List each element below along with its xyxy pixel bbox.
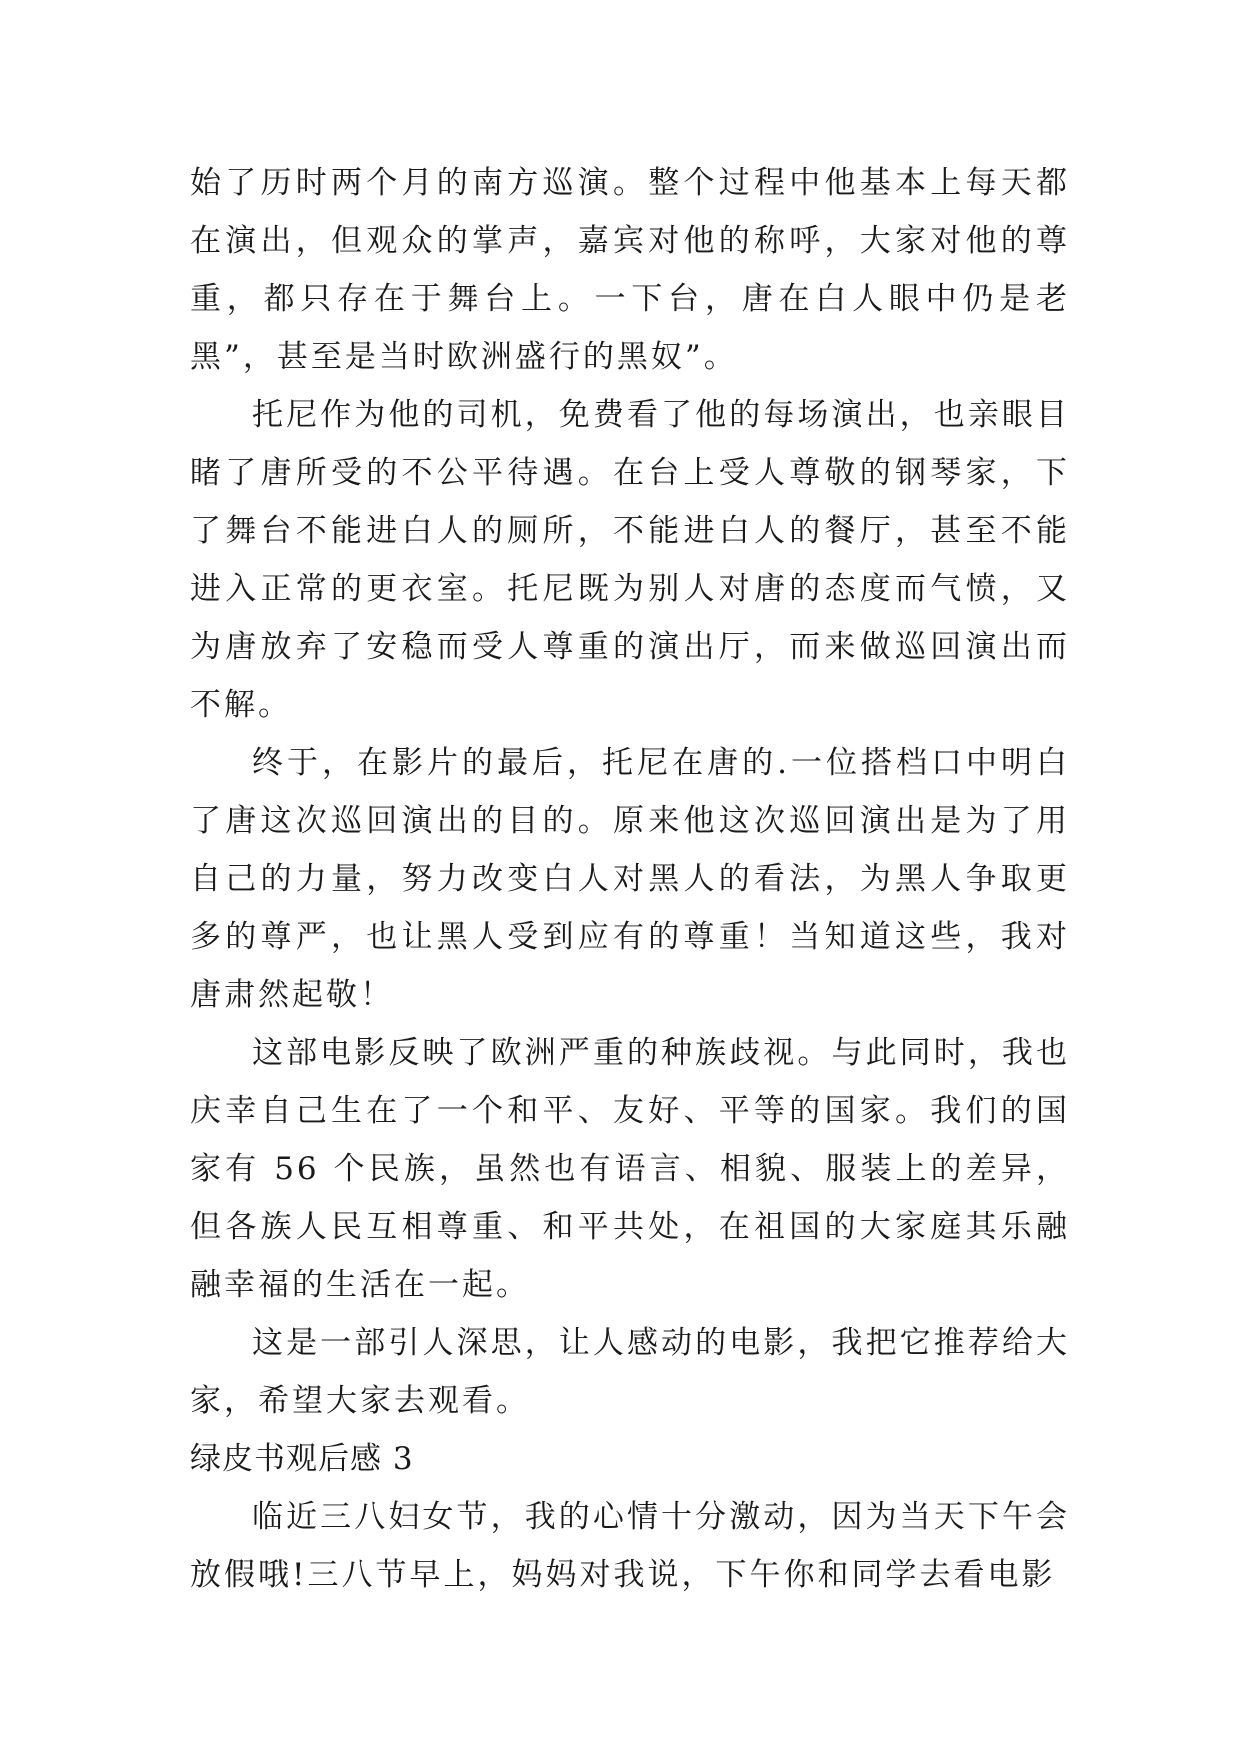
document-body xyxy=(190,154,1070,1604)
paragraph: 这部电影反映了欧洲严重的种族歧视。与此同时，我也庆幸自己生在了一个和平、友好、平等的国家。我们的国家有 56 个民族，虽然也有语言、相貌、服装上的差异，但各族人民互相尊重、和平共处，在祖国的大家庭其乐融融幸福的生活在一起。 xyxy=(190,1035,1070,1303)
paragraph: 终于，在影片的最后，托尼在唐的.一位搭档口中明白了唐这次巡回演出的目的。原来他这次巡回演出是为了用自己的力量，努力改变白人对黑人的看法，为黑人争取更多的尊严，也让黑人受到应有的尊重！当知道这些，我对唐肃然起敬！ xyxy=(190,745,1070,1013)
paragraph-continued: 始了历时两个月的南方巡演。整个过程中他基本上每天都在演出，但观众的掌声，嘉宾对他的称呼，大家对他的尊重，都只存在于舞台上。一下台，唐在白人眼中仍是老黑”，甚至是当时欧洲盛行的黑奴”。 xyxy=(190,165,1070,375)
paragraph: 托尼作为他的司机，免费看了他的每场演出，也亲眼目睹了唐所受的不公平待遇。在台上受人尊敬的钢琴家，下了舞台不能进白人的厕所，不能进白人的餐厅，甚至不能进入正常的更衣室。托尼既为别人对唐的态度而气愤，又为唐放弃了安稳而受人尊重的演出厅，而来做巡回演出而不解。 xyxy=(190,397,1070,723)
paragraph: 这是一部引人深思，让人感动的电影，我把它推荐给大家，希望大家去观看。 xyxy=(190,1325,1070,1419)
paragraph: 临近三八妇女节，我的心情十分激动，因为当天下午会放假哦!三八节早上，妈妈对我说，下午你和同学去看电影 xyxy=(190,1499,1070,1593)
section-heading: 绿皮书观后感 3 xyxy=(190,1441,414,1477)
